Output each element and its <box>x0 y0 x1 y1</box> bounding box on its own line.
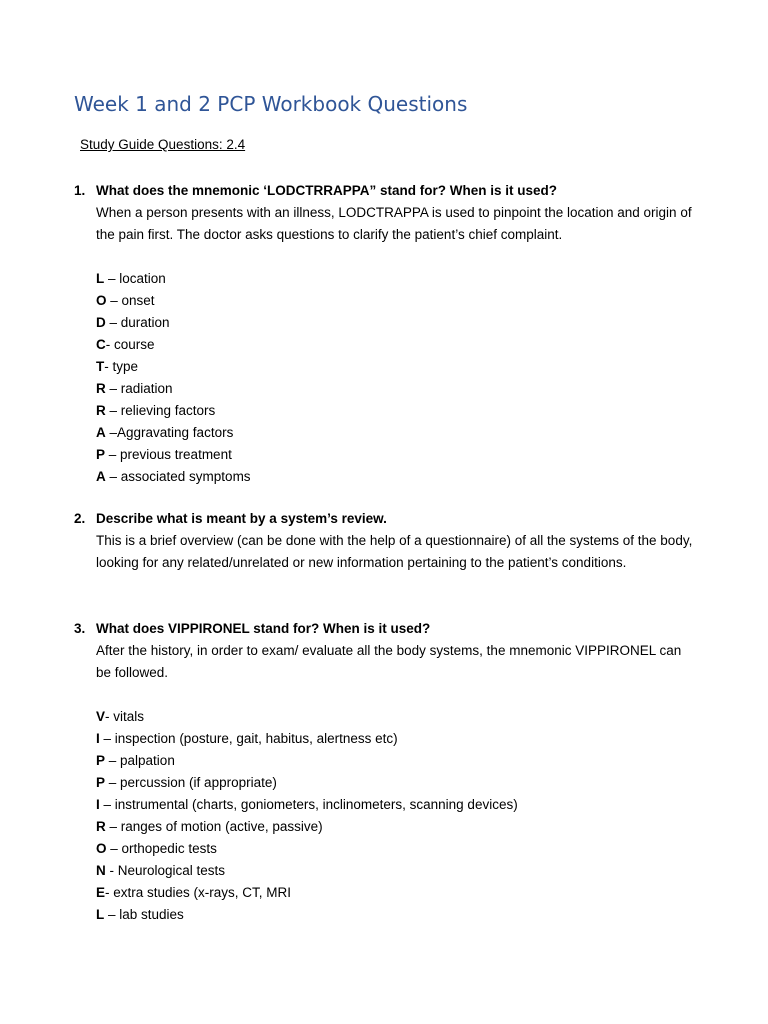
mnemonic-letter: R <box>96 819 106 834</box>
list-item <box>96 444 714 466</box>
question-heading <box>74 180 714 202</box>
mnemonic-text: - type <box>104 359 139 374</box>
list-item <box>96 268 714 290</box>
mnemonic-text: – location <box>104 271 166 286</box>
mnemonic-letter: C <box>96 337 106 352</box>
mnemonic-text: –Aggravating factors <box>105 425 234 440</box>
question-3 <box>74 618 714 926</box>
page-title: Week 1 and 2 PCP Workbook Questions <box>74 92 468 116</box>
list-item <box>96 794 714 816</box>
list-item <box>96 466 714 488</box>
mnemonic-text: – relieving factors <box>105 403 216 418</box>
list-item <box>96 838 714 860</box>
mnemonic-letter: I <box>96 731 100 746</box>
mnemonic-letter: P <box>96 775 106 790</box>
mnemonic-letter: P <box>96 753 106 768</box>
mnemonic-letter: L <box>96 271 105 286</box>
list-item <box>96 422 714 444</box>
mnemonic-letter: D <box>96 315 106 330</box>
question-2 <box>74 508 714 574</box>
question-heading <box>74 508 714 530</box>
mnemonic-text: – percussion (if appropriate) <box>105 775 277 790</box>
study-guide-subtitle: Study Guide Questions: 2.4 <box>80 137 246 152</box>
mnemonic-list <box>96 268 714 488</box>
answer-paragraph: This is a brief overview (can be done with the help of a questionnaire) of all the systems of the body, looking for any related/unrelated or new information pertaining to the patient’s conditions. <box>96 533 693 570</box>
list-item <box>96 290 714 312</box>
mnemonic-text: – lab studies <box>104 907 184 922</box>
mnemonic-letter: R <box>96 403 106 418</box>
mnemonic-text: – onset <box>106 293 155 308</box>
mnemonic-text: – duration <box>105 315 170 330</box>
mnemonic-letter: A <box>96 425 106 440</box>
question-text: What does the mnemonic ‘LODCTRRAPPA” stand for? When is it used? <box>96 183 558 198</box>
mnemonic-letter: T <box>96 359 105 374</box>
mnemonic-text: - vitals <box>105 709 145 724</box>
mnemonic-text: – inspection (posture, gait, habitus, alertness etc) <box>99 731 398 746</box>
list-item <box>96 904 714 926</box>
mnemonic-letter: O <box>96 841 107 856</box>
question-1 <box>74 180 714 488</box>
question-number: 1. <box>74 183 86 198</box>
list-item <box>96 334 714 356</box>
question-text: What does VIPPIRONEL stand for? When is it used? <box>96 621 431 636</box>
answer-paragraph: After the history, in order to exam/ evaluate all the body systems, the mnemonic VIPPIRONEL can be followed. <box>96 643 682 680</box>
mnemonic-text: – previous treatment <box>105 447 232 462</box>
mnemonic-letter: A <box>96 469 106 484</box>
mnemonic-text: - course <box>105 337 155 352</box>
list-item <box>96 882 714 904</box>
mnemonic-letter: I <box>96 797 100 812</box>
question-text: Describe what is meant by a system’s review. <box>96 511 387 526</box>
mnemonic-letter: P <box>96 447 106 462</box>
mnemonic-text: – radiation <box>105 381 173 396</box>
mnemonic-letter: V <box>96 709 106 724</box>
mnemonic-list <box>96 706 714 926</box>
list-item <box>96 400 714 422</box>
mnemonic-text: – ranges of motion (active, passive) <box>105 819 323 834</box>
list-item <box>96 706 714 728</box>
question-number: 2. <box>74 511 86 526</box>
mnemonic-text: – palpation <box>105 753 175 768</box>
mnemonic-text: - Neurological tests <box>105 863 226 878</box>
list-item <box>96 312 714 334</box>
list-item <box>96 816 714 838</box>
mnemonic-text: – orthopedic tests <box>106 841 217 856</box>
list-item <box>96 750 714 772</box>
mnemonic-text: – associated symptoms <box>105 469 251 484</box>
list-item <box>96 356 714 378</box>
list-item <box>96 378 714 400</box>
list-item <box>96 860 714 882</box>
mnemonic-letter: O <box>96 293 107 308</box>
mnemonic-letter: L <box>96 907 105 922</box>
mnemonic-letter: N <box>96 863 106 878</box>
list-item <box>96 728 714 750</box>
mnemonic-text: - extra studies (x-rays, CT, MRI <box>105 885 292 900</box>
mnemonic-text: – instrumental (charts, goniometers, inclinometers, scanning devices) <box>99 797 518 812</box>
mnemonic-letter: E <box>96 885 106 900</box>
list-item <box>96 772 714 794</box>
mnemonic-letter: R <box>96 381 106 396</box>
answer-paragraph: When a person presents with an illness, LODCTRAPPA is used to pinpoint the location and origin of the pain first. The doctor asks questions to clarify the patient’s chief complaint. <box>96 205 692 242</box>
question-number: 3. <box>74 621 86 636</box>
question-heading <box>74 618 714 640</box>
